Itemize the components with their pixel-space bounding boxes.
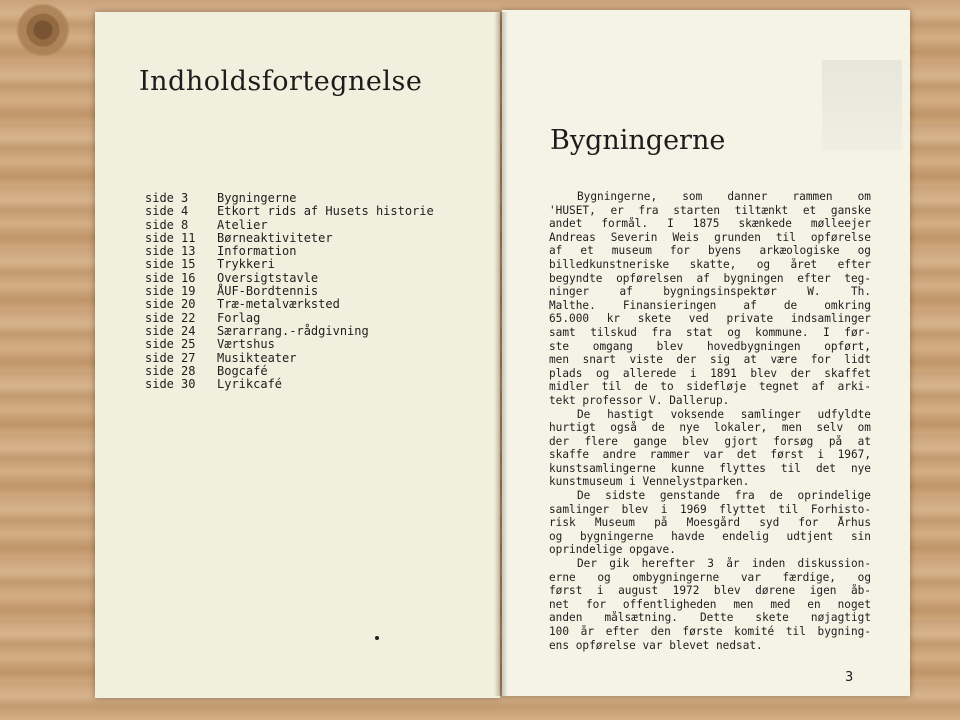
article-line: erne og ombygningerne var færdige, og xyxy=(549,570,871,584)
article-line: af et museum for byens arkæologiske og xyxy=(549,244,871,258)
toc-page-number: 30 xyxy=(181,377,196,392)
article-line: Bygningerne, som danner rammen om xyxy=(577,190,871,203)
wood-knot-decoration xyxy=(14,2,72,58)
article-line: Andreas Severin Weis grunden til opførelse xyxy=(549,230,871,244)
article-line: De sidste genstande fra de oprindelige xyxy=(577,489,871,503)
toc-entry-label: ÅUF-Bordtennis xyxy=(217,284,319,299)
toc-page-number: 20 xyxy=(181,297,196,312)
article-line: plads og allerede i 1891 blev der skaffet xyxy=(549,366,871,380)
toc-entry xyxy=(145,365,475,378)
toc-side-word: side xyxy=(145,204,174,219)
article-line: Der gik herefter 3 år inden diskussion- xyxy=(577,557,871,571)
toc-entry-label: Bygningerne xyxy=(217,191,297,205)
article-line: ninger af bygningsinspektør W. Th. xyxy=(549,285,871,299)
book-gutter xyxy=(494,12,508,696)
toc-side-word: side xyxy=(145,337,174,352)
toc-entry-label: Oversigtstavle xyxy=(217,270,319,285)
toc-entry-label: Atelier xyxy=(217,217,268,232)
toc-page-number: 22 xyxy=(181,310,196,325)
toc-side-word: side xyxy=(145,310,174,325)
article-line: samlinger blev i 1969 flyttet til Forhisto- xyxy=(549,502,871,516)
toc-list xyxy=(145,192,475,391)
toc-page-number: 28 xyxy=(181,363,196,378)
toc-page-number: 8 xyxy=(181,217,189,232)
article-line: net for offentligheden men med en noget xyxy=(549,597,871,611)
toc-page-number: 25 xyxy=(181,337,196,352)
toc-side-word: side xyxy=(145,230,174,245)
article-line: anden målsætning. Dette skete nøjagtigt xyxy=(549,611,871,625)
toc-entry xyxy=(145,245,475,258)
toc-entry-label: Etkort rids af Husets historie xyxy=(217,204,434,219)
article-paragraph xyxy=(549,557,871,652)
toc-entry-label: Lyrikcafé xyxy=(217,377,283,392)
toc-entry-label: Forlag xyxy=(217,310,261,325)
article-line: 'HUSET, er fra starten tiltænkt et ganske xyxy=(549,203,871,217)
article-paragraph xyxy=(549,489,871,557)
toc-entry xyxy=(145,258,475,271)
article-line: kunstmuseum i Vennelystparken. xyxy=(549,475,750,489)
article-line: først i august 1972 blev dørene igen åb- xyxy=(549,584,871,598)
article-line: andet formål. I 1875 skænkede mølleejer xyxy=(549,217,871,231)
toc-page-number: 24 xyxy=(181,323,196,338)
toc-entry-label: Træ-metalværksted xyxy=(217,297,340,312)
article-line: samt tilskud fra stat og kommune. I før- xyxy=(549,325,871,339)
toc-entry-label: Værtshus xyxy=(217,337,275,352)
toc-page-number: 13 xyxy=(181,244,196,259)
toc-side-word: side xyxy=(145,377,174,392)
article-line: ste omgang blev hovedbygningen opført, xyxy=(549,339,871,353)
toc-page-number: 15 xyxy=(181,257,196,272)
article-line: hurtigt også de nye lokaler, men selv om xyxy=(549,421,871,435)
toc-side-word: side xyxy=(145,257,174,272)
toc-entry xyxy=(145,285,475,298)
article-line: og bygningerne havde endelig udtjent sin xyxy=(549,529,871,543)
article-paragraph xyxy=(549,408,871,490)
article-line: kunstsamlingerne kunne flyttes til det nye xyxy=(549,461,871,475)
article-line: tekt professor V. Dallerup. xyxy=(549,393,730,407)
toc-side-word: side xyxy=(145,270,174,285)
article-line: der flere gange blev gjort forsøg på at xyxy=(549,434,871,448)
article-line: men snart viste der sig at være for lidt xyxy=(549,353,871,367)
toc-entry xyxy=(145,219,475,232)
article-line: Malthe. Finansieringen af de omkring xyxy=(549,298,871,312)
toc-page-number: 19 xyxy=(181,284,196,299)
toc-entry xyxy=(145,192,475,205)
article-line: billedkunstneriske skatte, og året efter xyxy=(549,257,871,271)
article-title: Bygningerne xyxy=(550,125,726,156)
toc-entry xyxy=(145,232,475,245)
toc-side-word: side xyxy=(145,191,174,205)
toc-side-word: side xyxy=(145,284,174,299)
toc-entry xyxy=(145,298,475,311)
toc-side-word: side xyxy=(145,323,174,338)
toc-entry xyxy=(145,205,475,218)
article-line: midler til de to sidefløje tegnet af arki- xyxy=(549,380,871,394)
ink-dot xyxy=(375,636,379,640)
article-line: risk Museum på Moesgård syd for Århus xyxy=(549,516,871,530)
toc-entry xyxy=(145,325,475,338)
toc-entry xyxy=(145,378,475,391)
toc-side-word: side xyxy=(145,244,174,259)
article-line: 65.000 kr skete ved private indsamlinger xyxy=(549,312,871,326)
toc-side-word: side xyxy=(145,217,174,232)
toc-title: Indholdsfortegnelse xyxy=(139,66,423,97)
page-number: 3 xyxy=(845,670,854,685)
toc-entry-label: Børneaktiviteter xyxy=(217,230,333,245)
toc-entry-label: Bogcafé xyxy=(217,363,268,378)
toc-entry xyxy=(145,352,475,365)
toc-entry xyxy=(145,312,475,325)
toc-page-number: 27 xyxy=(181,350,196,365)
article-paragraph xyxy=(549,190,871,408)
toc-side-word: side xyxy=(145,350,174,365)
toc-side-word: side xyxy=(145,363,174,378)
toc-page-number: 11 xyxy=(181,230,196,245)
toc-entry-label: Trykkeri xyxy=(217,257,275,272)
toc-entry-label: Særarrang.-rådgivning xyxy=(217,323,369,338)
article-line: skaffe andre rammer var det først i 1967, xyxy=(549,448,871,462)
article-line: begyndte opførelsen af bygningen efter teg- xyxy=(549,271,871,285)
toc-page-number: 4 xyxy=(181,204,189,219)
toc-entry-label: Information xyxy=(217,244,297,259)
toc-page-number: 16 xyxy=(181,270,196,285)
toc-entry-label: Musikteater xyxy=(217,350,297,365)
article-line: De hastigt voksende samlinger udfyldte xyxy=(577,407,871,421)
article-line: 100 år efter den første komité til bygning- xyxy=(549,625,871,638)
toc-page-number: 3 xyxy=(181,191,189,205)
toc-entry xyxy=(145,338,475,351)
article-line: oprindelige opgave. xyxy=(549,543,676,557)
article-line: ens opførelse var blevet nedsat. xyxy=(549,638,763,652)
toc-side-word: side xyxy=(145,297,174,312)
article-body xyxy=(549,190,871,652)
show-through-shadow xyxy=(822,60,902,150)
